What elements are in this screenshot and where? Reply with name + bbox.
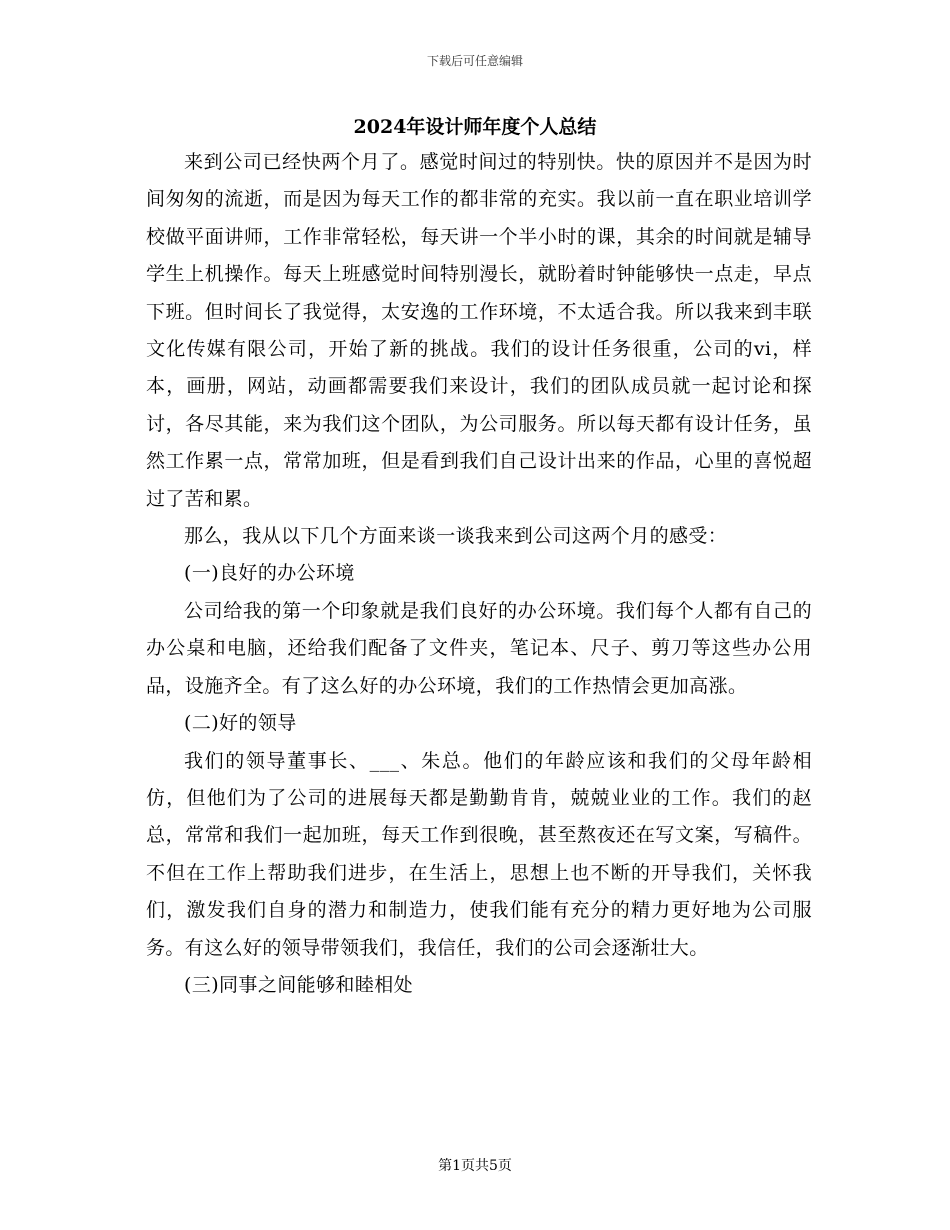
paragraph-leadership: 我们的领导董事长、___、朱总。他们的年龄应该和我们的父母年龄相仿，但他们为了公司的进展每天都是勤勤肯肯，兢兢业业的工作。我们的赵总，常常和我们一起加班，每天工作到很晚，甚至熬夜还在写文案，写稿件。不但在工作上帮助我们进步，在生活上，思想上也不断的开导我们，关怀我们，激发我们自身的潜力和制造力，使我们能有充分的精力更好地为公司服务。有这么好的领导带领我们，我信任，我们的公司会逐渐壮大。 — [146, 749, 812, 959]
section-heading-office-environment: (一)良好的办公环境 — [184, 562, 355, 585]
page-number-footer: 第1页共5页 — [438, 1158, 512, 1174]
page-header: 下载后可任意编辑 — [426, 54, 523, 68]
document-body — [146, 144, 812, 1004]
document-title: 2024年设计师年度个人总结 — [353, 116, 597, 138]
paragraph-lead-in: 那么，我从以下几个方面来谈一谈我来到公司这两个月的感受： — [184, 525, 728, 548]
paragraph-office-environment: 公司给我的第一个印象就是我们良好的办公环境。我们每个人都有自己的办公桌和电脑，还给我们配备了文件夹，笔记本、尺子、剪刀等这些办公用品，设施齐全。有了这么好的办公环境，我们的工作热情会更加高涨。 — [146, 599, 812, 697]
paragraph-intro: 来到公司已经快两个月了。感觉时间过的特别快。快的原因并不是因为时间匆匆的流逝，而是因为每天工作的都非常的充实。我以前一直在职业培训学校做平面讲师，工作非常轻松，每天讲一个半小时的课，其余的时间就是辅导学生上机操作。每天上班感觉时间特别漫长，就盼着时钟能够快一点走，早点下班。但时间长了我觉得，太安逸的工作环境，不太适合我。所以我来到丰联文化传媒有限公司，开始了新的挑战。我们的设计任务很重，公司的vi，样本，画册，网站，动画都需要我们来设计，我们的团队成员就一起讨论和探讨，各尽其能，来为我们这个团队，为公司服务。所以每天都有设计任务，虽然工作累一点，常常加班，但是看到我们自己设计出来的作品，心里的喜悦超过了苦和累。 — [146, 151, 812, 510]
section-heading-colleagues: (三)同事之间能够和睦相处 — [184, 973, 414, 996]
section-heading-leadership: (二)好的领导 — [184, 712, 297, 735]
